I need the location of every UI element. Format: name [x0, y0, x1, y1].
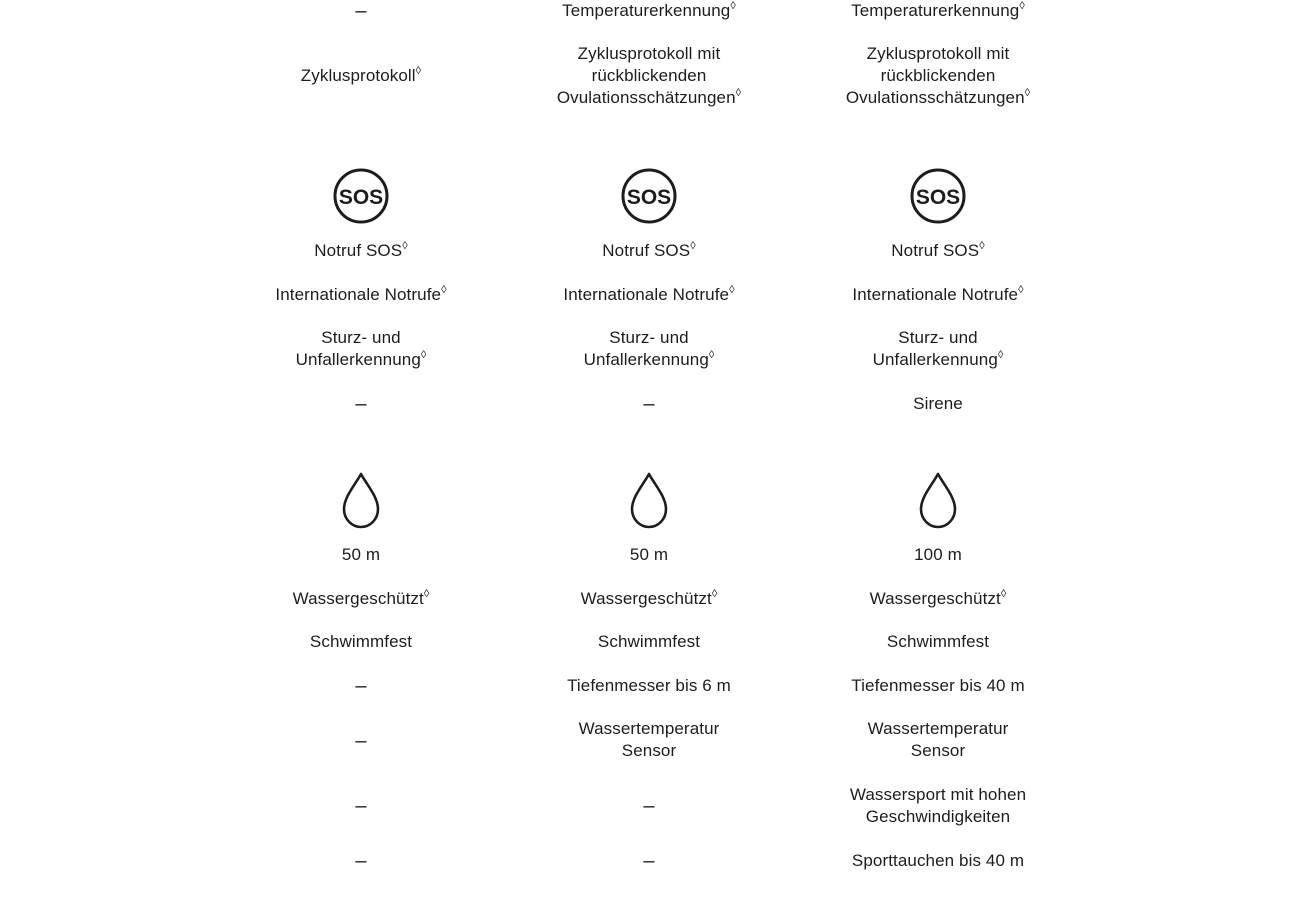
swimproof-value: Schwimmfest: [597, 632, 701, 651]
siren-value: –: [355, 393, 367, 415]
recreational-diving-value: Sporttauchen bis 40 m: [851, 851, 1025, 870]
international-emergency-value: Internationale Notrufe◊: [563, 284, 735, 304]
emergency-sos-value: Notruf SOS◊: [891, 240, 985, 260]
temperature-sensing-value: –: [355, 0, 367, 22]
svg-text:SOS: SOS: [915, 186, 961, 209]
swimproof-value: Schwimmfest: [309, 632, 413, 651]
cycle-tracking-value: Zyklusprotokoll◊: [300, 65, 422, 85]
water-resistance-rating: 50 m: [341, 545, 381, 564]
water-temperature-sensor-value: Wassertemperatur Sensor: [578, 719, 720, 760]
sos-icon: [909, 167, 967, 225]
water-resistant-value: Wassergeschützt◊: [580, 588, 718, 608]
international-emergency-value: Internationale Notrufe◊: [275, 284, 447, 304]
emergency-sos-value: Notruf SOS◊: [602, 240, 696, 260]
crash-detection-value: Sturz- und Unfallerkennung◊: [583, 328, 715, 369]
water-drop-icon: [918, 471, 958, 531]
sos-icon: [332, 167, 390, 225]
temperature-sensing-value: Temperaturerkennung◊: [562, 0, 736, 20]
temperature-sensing-value: Temperaturerkennung◊: [851, 0, 1025, 20]
crash-detection-value: Sturz- und Unfallerkennung◊: [295, 328, 427, 369]
cycle-tracking-value: Zyklusprotokoll mit rückblickenden Ovulationsschätzungen◊: [845, 44, 1031, 107]
water-temperature-sensor-value: –: [355, 730, 367, 752]
crash-detection-value: Sturz- und Unfallerkennung◊: [872, 328, 1004, 369]
high-speed-water-sports-value: Wassersport mit hohen Geschwindigkeiten: [849, 785, 1027, 826]
recreational-diving-value: –: [355, 850, 367, 872]
depth-gauge-value: Tiefenmesser bis 6 m: [567, 676, 731, 695]
recreational-diving-value: –: [643, 850, 655, 872]
water-drop-icon: [341, 471, 381, 531]
depth-gauge-value: Tiefenmesser bis 40 m: [851, 676, 1025, 695]
high-speed-water-sports-value: –: [643, 795, 655, 817]
siren-value: Sirene: [913, 394, 963, 413]
cycle-tracking-value: Zyklusprotokoll mit rückblickenden Ovulationsschätzungen◊: [556, 44, 742, 107]
international-emergency-value: Internationale Notrufe◊: [852, 284, 1024, 304]
emergency-sos-value: Notruf SOS◊: [314, 240, 408, 260]
svg-text:SOS: SOS: [626, 186, 672, 209]
siren-value: –: [643, 393, 655, 415]
water-resistant-value: Wassergeschützt◊: [292, 588, 430, 608]
water-resistant-value: Wassergeschützt◊: [869, 588, 1007, 608]
water-drop-icon: [629, 471, 669, 531]
sos-icon: [620, 167, 678, 225]
water-resistance-rating: 50 m: [629, 545, 669, 564]
water-resistance-rating: 100 m: [914, 545, 962, 564]
water-temperature-sensor-value: Wassertemperatur Sensor: [867, 719, 1009, 760]
svg-text:SOS: SOS: [338, 186, 384, 209]
high-speed-water-sports-value: –: [355, 795, 367, 817]
swimproof-value: Schwimmfest: [886, 632, 990, 651]
depth-gauge-value: –: [355, 675, 367, 697]
